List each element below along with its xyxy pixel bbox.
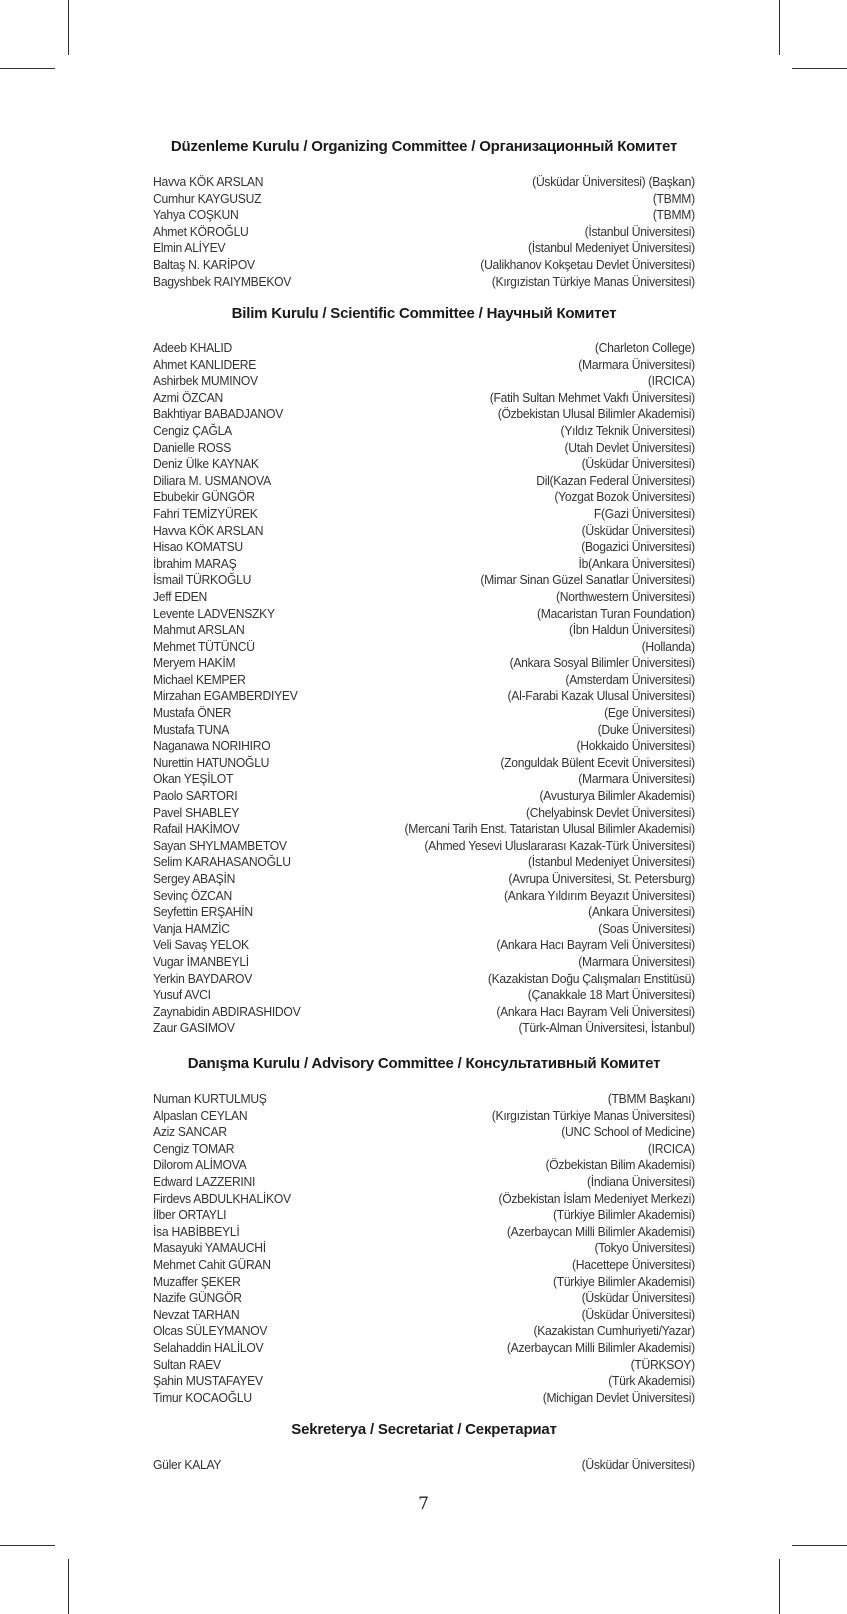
member-name: Cengiz ÇAĞLA	[153, 422, 232, 438]
member-name: Ebubekir GÜNGÖR	[153, 489, 255, 505]
member-name: Selahaddin HALİLOV	[153, 1339, 264, 1355]
member-name: Mahmut ARSLAN	[153, 622, 245, 638]
crop-mark	[792, 1545, 847, 1546]
member-row	[153, 489, 695, 506]
member-row	[153, 473, 695, 490]
member-name: Hisao KOMATSU	[153, 539, 243, 555]
member-institution: (Ankara Hacı Bayram Veli Üniversitesi)	[496, 1003, 695, 1019]
member-institution: (Bogazici Üniversitesi)	[581, 539, 695, 555]
crop-mark	[0, 68, 55, 69]
member-name: Mustafa TUNA	[153, 721, 230, 737]
member-institution: (Marmara Üniversitesi)	[578, 953, 695, 969]
scientific-committee-list	[153, 340, 695, 1037]
member-institution: (Kırgızistan Türkiye Manas Üniversitesi)	[491, 273, 695, 289]
member-name: İsmail TÜRKOĞLU	[153, 572, 252, 588]
member-row	[153, 888, 695, 905]
member-institution: (İndiana Üniversitesi)	[586, 1173, 695, 1189]
member-row	[153, 805, 695, 822]
member-institution: (Hollanda)	[641, 638, 695, 654]
member-institution: (İstanbul Medeniyet Üniversitesi)	[527, 240, 695, 256]
member-name: Pavel SHABLEY	[153, 804, 240, 820]
member-row	[153, 539, 695, 556]
member-name: Muzaffer ŞEKER	[153, 1273, 241, 1289]
member-name: Ahmet KÖROĞLU	[153, 223, 249, 239]
member-institution: (Northwestern Üniversitesi)	[556, 588, 695, 604]
member-row	[153, 506, 695, 523]
member-row	[153, 1340, 695, 1357]
member-institution: Dil(Kazan Federal Üniversitesi)	[536, 472, 695, 488]
member-name: Danielle ROSS	[153, 439, 232, 455]
member-institution: (Kırgızistan Türkiye Manas Üniversitesi)	[491, 1107, 695, 1123]
member-institution: (Avrupa Üniversitesi, St. Petersburg)	[508, 871, 695, 886]
member-name: Levente LADVENSZKY	[153, 605, 275, 621]
member-name: Sevinç ÖZCAN	[153, 887, 232, 903]
member-institution: (Azerbaycan Milli Bilimler Akademisi)	[506, 1339, 695, 1355]
member-institution: (Ege Üniversitesi)	[604, 705, 695, 721]
member-row	[153, 871, 695, 888]
member-name: Fahri TEMİZYÜREK	[153, 505, 258, 521]
member-row	[153, 1290, 695, 1307]
member-name: Elmin ALİYEV	[153, 240, 226, 256]
member-institution: (Charleton College)	[594, 340, 695, 355]
crop-mark	[0, 1545, 55, 1546]
member-name: Numan KURTULMUŞ	[153, 1091, 267, 1106]
member-name: Jeff EDEN	[153, 588, 207, 604]
member-row	[153, 423, 695, 440]
member-institution: (Fatih Sultan Mehmet Vakfı Üniversitesi)	[489, 389, 695, 405]
member-institution: (Çanakkale 18 Mart Üniversitesi)	[527, 987, 695, 1003]
member-row	[153, 705, 695, 722]
member-row	[153, 1191, 695, 1208]
member-row	[153, 755, 695, 772]
member-institution: (Macaristan Turan Foundation)	[536, 605, 695, 621]
member-name: Adeeb KHALID	[153, 340, 232, 355]
member-row	[153, 274, 695, 291]
member-row	[153, 987, 695, 1004]
advisory-committee-title: Danışma Kurulu / Advisory Committee / Консультативный Комитет	[187, 1055, 661, 1072]
member-name: Bagyshbek RAIYMBEKOV	[153, 273, 292, 289]
member-institution: (Kazakistan Doğu Çalışmaları Enstitüsü)	[487, 970, 695, 986]
organizing-committee-title: Düzenleme Kurulu / Organizing Committee / Организационный Комитет	[170, 138, 678, 155]
member-row	[153, 1257, 695, 1274]
member-name: Sayan SHYLMAMBETOV	[153, 837, 287, 853]
secretariat-title: Sekreterya / Secretariat / Секретариат	[291, 1421, 557, 1438]
crop-mark	[68, 0, 69, 55]
member-row	[153, 572, 695, 589]
member-name: Mehmet TÜTÜNCÜ	[153, 638, 255, 654]
member-row	[153, 174, 695, 191]
advisory-committee-list	[153, 1091, 695, 1406]
member-row	[153, 854, 695, 871]
member-institution: (İstanbul Medeniyet Üniversitesi)	[527, 854, 695, 870]
member-row	[153, 406, 695, 423]
member-name: Timur KOCAOĞLU	[153, 1389, 252, 1405]
member-name: Mustafa ÖNER	[153, 705, 232, 721]
member-row	[153, 373, 695, 390]
member-row	[153, 556, 695, 573]
member-institution: (Michigan Devlet Üniversitesi)	[542, 1389, 695, 1405]
member-institution: (IRCICA)	[647, 373, 695, 389]
member-name: Şahin MUSTAFAYEV	[153, 1373, 263, 1389]
member-institution: (İstanbul Üniversitesi)	[584, 223, 695, 239]
member-name: Havva KÖK ARSLAN	[153, 174, 264, 189]
member-institution: İb(Ankara Üniversitesi)	[578, 555, 695, 571]
member-institution: (Türkiye Bilimler Akademisi)	[552, 1273, 695, 1289]
member-institution: (Tokyo Üniversitesi)	[594, 1240, 695, 1256]
organizing-committee-list	[153, 174, 695, 290]
member-institution: F(Gazi Üniversitesi)	[593, 505, 695, 521]
member-row	[153, 1174, 695, 1191]
member-institution: (Özbekistan Bilim Akademisi)	[545, 1157, 695, 1173]
member-name: Alpaslan CEYLAN	[153, 1107, 248, 1123]
member-institution: (UNC School of Medicine)	[561, 1124, 695, 1140]
member-institution: (Zonguldak Bülent Ecevit Üniversitesi)	[500, 754, 695, 770]
member-row	[153, 1323, 695, 1340]
member-row	[153, 207, 695, 224]
member-name: Bakhtiyar BABADJANOV	[153, 406, 284, 422]
member-row	[153, 971, 695, 988]
member-row	[153, 1357, 695, 1374]
member-name: Yerkin BAYDAROV	[153, 970, 253, 986]
member-name: Ashirbek MUMINOV	[153, 373, 258, 389]
member-row	[153, 191, 695, 208]
member-name: Mehmet Cahit GÜRAN	[153, 1256, 271, 1272]
member-name: Yahya COŞKUN	[153, 207, 239, 223]
member-name: Ahmet KANLIDERE	[153, 356, 257, 372]
member-name: Güler KALAY	[153, 1457, 222, 1472]
member-institution: (Türk-Alman Üniversitesi, İstanbul)	[518, 1020, 695, 1036]
member-name: Meryem HAKİM	[153, 655, 236, 671]
member-institution: (Duke Üniversitesi)	[597, 721, 695, 737]
member-row	[153, 937, 695, 954]
member-name: Havva KÖK ARSLAN	[153, 522, 264, 538]
member-row	[153, 1240, 695, 1257]
member-institution: (Üsküdar Üniversitesi)	[581, 1306, 695, 1322]
member-row	[153, 1307, 695, 1324]
member-name: Sultan RAEV	[153, 1356, 221, 1372]
member-row	[153, 1224, 695, 1241]
member-row	[153, 622, 695, 639]
member-name: Deniz Ülke KAYNAK	[153, 456, 259, 472]
member-row	[153, 639, 695, 656]
member-row	[153, 954, 695, 971]
member-institution: (Chelyabinsk Devlet Üniversitesi)	[525, 804, 695, 820]
member-row	[153, 240, 695, 257]
member-row	[153, 672, 695, 689]
member-row	[153, 1373, 695, 1390]
crop-mark	[68, 1559, 69, 1614]
member-row	[153, 440, 695, 457]
member-institution: (Türkiye Bilimler Akademisi)	[552, 1207, 695, 1223]
member-row	[153, 340, 695, 357]
member-row	[153, 838, 695, 855]
member-row	[153, 771, 695, 788]
member-institution: (Hacettepe Üniversitesi)	[572, 1256, 695, 1272]
member-row	[153, 523, 695, 540]
member-row	[153, 357, 695, 374]
member-row	[153, 1108, 695, 1125]
member-institution: (Marmara Üniversitesi)	[578, 771, 695, 787]
member-row	[153, 589, 695, 606]
member-institution: (Avusturya Bilimler Akademisi)	[539, 788, 695, 804]
member-institution: (Ankara Hacı Bayram Veli Üniversitesi)	[496, 937, 695, 953]
member-name: İbrahim MARAŞ	[153, 555, 237, 571]
member-name: Yusuf AVCI	[153, 987, 211, 1003]
member-name: Edward LAZZERINI	[153, 1173, 256, 1189]
member-name: Aziz SANCAR	[153, 1124, 227, 1140]
member-name: Dilorom ALİMOVA	[153, 1157, 247, 1173]
member-row	[153, 921, 695, 938]
member-institution: (Ankara Üniversitesi)	[588, 904, 695, 920]
member-row	[153, 1004, 695, 1021]
member-institution: (Ankara Yıldırım Beyazıt Üniversitesi)	[503, 887, 695, 903]
member-row	[153, 1274, 695, 1291]
member-row	[153, 1457, 695, 1474]
member-institution: (TBMM)	[652, 190, 695, 206]
member-name: Zaur GASIMOV	[153, 1020, 235, 1036]
member-name: Nazife GÜNGÖR	[153, 1290, 242, 1306]
member-row	[153, 1157, 695, 1174]
member-institution: (TBMM)	[652, 207, 695, 223]
member-name: Cumhur KAYGUSUZ	[153, 190, 262, 206]
member-row	[153, 738, 695, 755]
member-name: Selim KARAHASANOĞLU	[153, 854, 291, 870]
member-row	[153, 1020, 695, 1037]
member-row	[153, 904, 695, 921]
member-row	[153, 1390, 695, 1407]
member-name: Masayuki YAMAUCHİ	[153, 1240, 266, 1256]
member-name: Vanja HAMZİC	[153, 920, 230, 936]
member-institution: (IRCICA)	[647, 1140, 695, 1156]
member-institution: (Yozgat Bozok Üniversitesi)	[554, 489, 695, 505]
secretariat-list	[153, 1457, 695, 1474]
member-institution: (TBMM Başkanı)	[607, 1091, 695, 1106]
member-name: Firdevs ABDULKHALİKOV	[153, 1190, 291, 1206]
member-institution: (İbn Haldun Üniversitesi)	[568, 622, 695, 638]
member-institution: (Üsküdar Üniversitesi) (Başkan)	[532, 174, 695, 189]
member-institution: (Üsküdar Üniversitesi)	[581, 1457, 695, 1472]
member-name: Nevzat TARHAN	[153, 1306, 240, 1322]
member-institution: (Ahmed Yesevi Uluslararası Kazak-Türk Üniversitesi)	[424, 837, 695, 853]
member-row	[153, 456, 695, 473]
member-row	[153, 655, 695, 672]
member-name: Seyfettin ERŞAHİN	[153, 904, 253, 920]
scientific-committee-title: Bilim Kurulu / Scientific Committee / Научный Комитет	[231, 305, 617, 322]
member-institution: (TÜRKSOY)	[630, 1356, 695, 1372]
member-name: Mirzahan EGAMBERDIYEV	[153, 688, 298, 704]
member-institution: (Hokkaido Üniversitesi)	[576, 738, 695, 754]
member-name: Nurettin HATUNOĞLU	[153, 754, 270, 770]
member-name: Veli Savaş YELOK	[153, 937, 249, 953]
member-row	[153, 1207, 695, 1224]
member-row	[153, 688, 695, 705]
member-name: Baltaş N. KARİPOV	[153, 256, 255, 272]
member-row	[153, 722, 695, 739]
member-institution: (Amsterdam Üniversitesi)	[565, 671, 695, 687]
member-institution: (Ankara Sosyal Bilimler Üniversitesi)	[509, 655, 695, 671]
member-institution: (Mercani Tarih Enst. Tataristan Ulusal Bilimler Akademisi)	[404, 821, 695, 837]
member-institution: (Marmara Üniversitesi)	[578, 356, 695, 372]
member-institution: (Yıldız Teknik Üniversitesi)	[560, 422, 695, 438]
member-institution: (Azerbaycan Milli Bilimler Akademisi)	[506, 1223, 695, 1239]
member-institution: (Ualikhanov Kokşetau Devlet Üniversitesi)	[480, 256, 695, 272]
member-institution: (Soas Üniversitesi)	[598, 920, 695, 936]
page-number: 7	[418, 1494, 429, 1514]
crop-mark	[779, 1559, 780, 1614]
member-name: Michael KEMPER	[153, 671, 246, 687]
member-row	[153, 390, 695, 407]
member-institution: (Utah Devlet Üniversitesi)	[564, 439, 695, 455]
member-row	[153, 1124, 695, 1141]
member-row	[153, 224, 695, 241]
member-institution: (Özbekistan Ulusal Bilimler Akademisi)	[497, 406, 695, 422]
member-name: Paolo SARTORI	[153, 788, 238, 804]
member-name: Rafail HAKİMOV	[153, 821, 240, 837]
member-row	[153, 257, 695, 274]
member-institution: (Kazakistan Cumhuriyeti/Yazar)	[533, 1323, 695, 1339]
member-row	[153, 1141, 695, 1158]
member-institution: (Üsküdar Üniversitesi)	[581, 522, 695, 538]
crop-mark	[792, 68, 847, 69]
member-name: Okan YEŞİLOT	[153, 771, 234, 787]
member-row	[153, 821, 695, 838]
member-name: Cengiz TOMAR	[153, 1140, 235, 1156]
member-row	[153, 606, 695, 623]
member-institution: (Üsküdar Üniversitesi)	[581, 1290, 695, 1306]
member-row	[153, 1091, 695, 1108]
member-name: İsa HABİBBEYLİ	[153, 1223, 240, 1239]
crop-mark	[779, 0, 780, 55]
member-name: Diliara M. USMANOVA	[153, 472, 271, 488]
member-institution: (Al-Farabi Kazak Ulusal Üniversitesi)	[507, 688, 695, 704]
member-name: Sergey ABAŞİN	[153, 871, 236, 886]
member-institution: (Özbekistan İslam Medeniyet Merkezi)	[498, 1190, 695, 1206]
member-name: Azmi ÖZCAN	[153, 389, 224, 405]
member-name: Zaynabidin ABDIRASHIDOV	[153, 1003, 301, 1019]
member-name: İlber ORTAYLI	[153, 1207, 227, 1223]
member-row	[153, 788, 695, 805]
member-institution: (Mimar Sinan Güzel Sanatlar Üniversitesi)	[480, 572, 695, 588]
member-name: Vugar İMANBEYLİ	[153, 953, 249, 969]
member-name: Olcas SÜLEYMANOV	[153, 1323, 268, 1339]
member-institution: (Türk Akademisi)	[608, 1373, 695, 1389]
member-name: Naganawa NORIHIRO	[153, 738, 271, 754]
member-institution: (Üsküdar Üniversitesi)	[581, 456, 695, 472]
